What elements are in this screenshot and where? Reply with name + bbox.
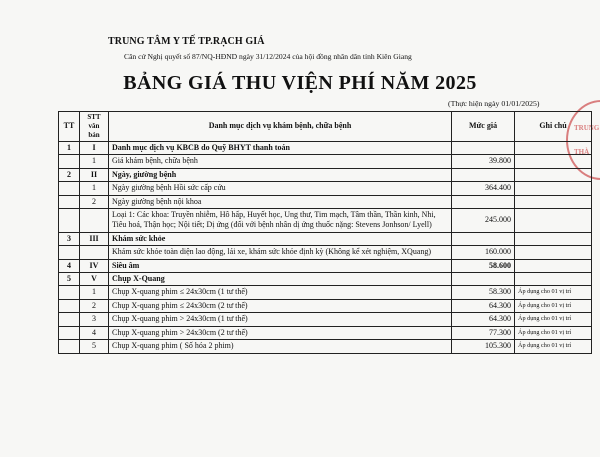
cell-service-name: Ngày giường bệnh Hồi sức cấp cứu bbox=[109, 182, 452, 195]
cell-tt bbox=[59, 209, 80, 233]
table-row bbox=[59, 299, 592, 312]
cell-note bbox=[515, 246, 592, 259]
cell-price: 58.600 bbox=[452, 259, 515, 272]
cell-service-name: Chụp X-quang phim ( Số hóa 2 phim) bbox=[109, 340, 452, 353]
cell-note: Áp dụng cho 01 vị trí bbox=[515, 340, 592, 353]
cell-price: 77.300 bbox=[452, 326, 515, 339]
cell-price: 160.000 bbox=[452, 246, 515, 259]
cell-price: 105.300 bbox=[452, 340, 515, 353]
fee-table bbox=[58, 111, 592, 354]
header-stt bbox=[80, 112, 109, 142]
cell-stt: 1 bbox=[80, 182, 109, 195]
cell-stt: V bbox=[80, 273, 109, 286]
cell-service-name: Danh mục dịch vụ KBCB do Quỹ BHYT thanh toán bbox=[109, 142, 452, 155]
table-row bbox=[59, 286, 592, 299]
cell-stt: 2 bbox=[80, 299, 109, 312]
cell-tt bbox=[59, 326, 80, 339]
table-row bbox=[59, 313, 592, 326]
cell-price: 245.000 bbox=[452, 209, 515, 233]
organization-name: TRUNG TÂM Y TẾ TP.RẠCH GIÁ bbox=[108, 36, 265, 47]
cell-price bbox=[452, 273, 515, 286]
table-header-row bbox=[59, 112, 592, 142]
cell-stt: III bbox=[80, 232, 109, 245]
header-tt: TT bbox=[59, 112, 80, 142]
cell-price: 39.800 bbox=[452, 155, 515, 168]
cell-stt bbox=[80, 209, 109, 233]
cell-note bbox=[515, 195, 592, 208]
cell-tt: 5 bbox=[59, 273, 80, 286]
table-section-row bbox=[59, 168, 592, 181]
cell-note bbox=[515, 142, 592, 155]
cell-service-name: Khám sức khỏe bbox=[109, 232, 452, 245]
cell-note: Áp dụng cho 01 vị trí bbox=[515, 313, 592, 326]
cell-tt bbox=[59, 286, 80, 299]
table-row bbox=[59, 155, 592, 168]
cell-service-name: Chụp X-quang phim ≤ 24x30cm (1 tư thế) bbox=[109, 286, 452, 299]
table-row bbox=[59, 246, 592, 259]
cell-note: Áp dụng cho 01 vị trí bbox=[515, 299, 592, 312]
cell-note bbox=[515, 232, 592, 245]
cell-tt bbox=[59, 155, 80, 168]
cell-stt: 1 bbox=[80, 286, 109, 299]
cell-stt: 5 bbox=[80, 340, 109, 353]
cell-price: 58.300 bbox=[452, 286, 515, 299]
cell-service-name: Loại 1: Các khoa: Truyền nhiễm, Hô hấp, Huyết học, Ung thư, Tim mạch, Tâm thần, Thần kinh, Nhi, Tiêu hoá, Thận học; Nội tiết; Dị ứng (đối với bệnh nhân dị ứng thuốc nặng: Stevens Jonhson/ Lyell) bbox=[109, 209, 452, 233]
cell-tt bbox=[59, 195, 80, 208]
cell-price: 64.300 bbox=[452, 299, 515, 312]
cell-stt: I bbox=[80, 142, 109, 155]
cell-service-name: Siêu âm bbox=[109, 259, 452, 272]
cell-stt: IV bbox=[80, 259, 109, 272]
cell-service-name: Ngày giường bệnh nội khoa bbox=[109, 195, 452, 208]
cell-tt bbox=[59, 340, 80, 353]
cell-service-name: Ngày, giường bệnh bbox=[109, 168, 452, 181]
stamp-text: TRUNG bbox=[574, 124, 600, 132]
cell-tt: 1 bbox=[59, 142, 80, 155]
cell-service-name: Khám sức khỏe toàn diện lao động, lái xe, khám sức khỏe định kỳ (Không kể xét nghiệm, XQuang) bbox=[109, 246, 452, 259]
header-stt-line2: văn bản bbox=[88, 122, 100, 139]
header-stt-line1: STT bbox=[87, 113, 101, 121]
cell-note bbox=[515, 182, 592, 195]
cell-service-name: Chụp X-quang phim > 24x30cm (1 tư thế) bbox=[109, 313, 452, 326]
cell-service-name: Chụp X-Quang bbox=[109, 273, 452, 286]
cell-tt: 3 bbox=[59, 232, 80, 245]
header-service-name: Danh mục dịch vụ khám bệnh, chữa bệnh bbox=[109, 112, 452, 142]
table-section-row bbox=[59, 273, 592, 286]
cell-service-name: Chụp X-quang phim ≤ 24x30cm (2 tư thế) bbox=[109, 299, 452, 312]
cell-price bbox=[452, 142, 515, 155]
cell-stt: 2 bbox=[80, 195, 109, 208]
cell-note bbox=[515, 168, 592, 181]
table-row bbox=[59, 340, 592, 353]
table-row bbox=[59, 195, 592, 208]
cell-note: Áp dụng cho 01 vị trí bbox=[515, 286, 592, 299]
stamp-text: THÀ bbox=[574, 148, 590, 156]
table-section-row bbox=[59, 259, 592, 272]
cell-note bbox=[515, 259, 592, 272]
table-body bbox=[59, 142, 592, 354]
cell-note: Áp dụng cho 01 vị trí bbox=[515, 326, 592, 339]
cell-service-name: Giá khám bệnh, chữa bệnh bbox=[109, 155, 452, 168]
cell-service-name: Chụp X-quang phim > 24x30cm (2 tư thế) bbox=[109, 326, 452, 339]
cell-stt: 4 bbox=[80, 326, 109, 339]
cell-tt: 4 bbox=[59, 259, 80, 272]
legal-basis: Căn cứ Nghị quyết số 87/NQ-HĐND ngày 31/12/2024 của hội đồng nhân dân tỉnh Kiên Giang bbox=[124, 52, 412, 61]
header-price: Mức giá bbox=[452, 112, 515, 142]
table-section-row bbox=[59, 232, 592, 245]
cell-stt bbox=[80, 246, 109, 259]
cell-price bbox=[452, 168, 515, 181]
cell-stt: 3 bbox=[80, 313, 109, 326]
header-note: Ghi chú bbox=[515, 112, 592, 142]
cell-price bbox=[452, 232, 515, 245]
cell-tt bbox=[59, 182, 80, 195]
cell-tt bbox=[59, 313, 80, 326]
table-section-row bbox=[59, 142, 592, 155]
cell-tt bbox=[59, 299, 80, 312]
table-row bbox=[59, 326, 592, 339]
cell-note bbox=[515, 209, 592, 233]
cell-note bbox=[515, 273, 592, 286]
cell-price: 64.300 bbox=[452, 313, 515, 326]
cell-stt: 1 bbox=[80, 155, 109, 168]
cell-tt bbox=[59, 246, 80, 259]
cell-note bbox=[515, 155, 592, 168]
cell-stt: II bbox=[80, 168, 109, 181]
cell-tt: 2 bbox=[59, 168, 80, 181]
cell-price: 364.400 bbox=[452, 182, 515, 195]
table-row bbox=[59, 209, 592, 233]
page-title: BẢNG GIÁ THU VIỆN PHÍ NĂM 2025 bbox=[123, 72, 477, 94]
effective-date: (Thực hiện ngày 01/01/2025) bbox=[448, 99, 540, 108]
cell-price bbox=[452, 195, 515, 208]
table-row bbox=[59, 182, 592, 195]
